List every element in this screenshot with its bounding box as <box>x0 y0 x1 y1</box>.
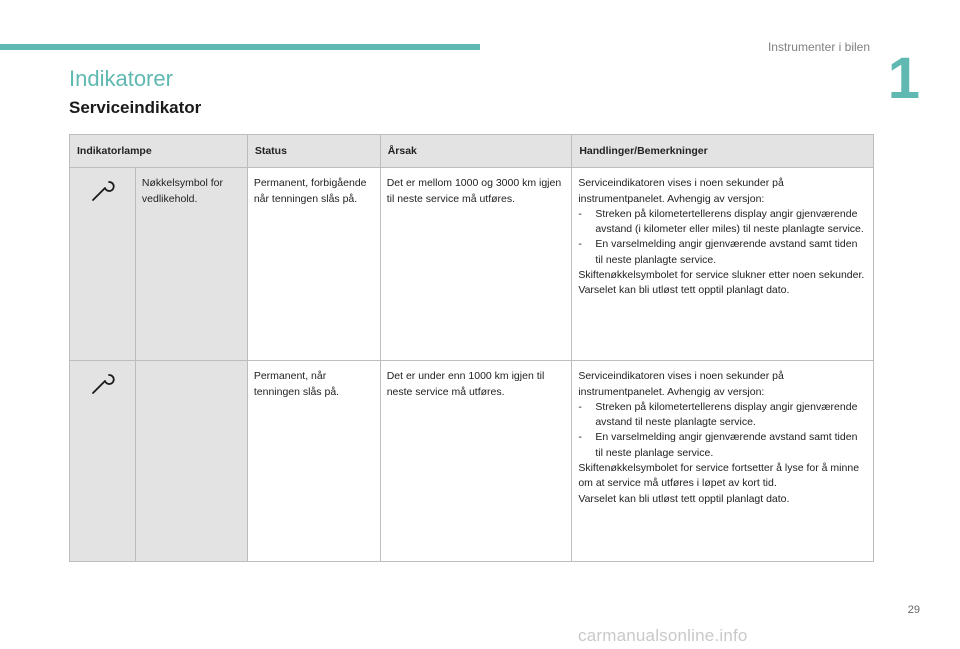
page-title: Indikatorer <box>69 66 173 91</box>
indicator-table <box>69 134 874 562</box>
actions-note: Varselet kan bli utløst tett opptil planlagt dato. <box>578 284 790 297</box>
actions-intro: Serviceindikatoren vises i noen sekunder på instrumentpanelet. Avhengig av versjon: <box>578 177 784 205</box>
bullet-marker: - <box>578 207 582 220</box>
column-header-actions: Handlinger/Bemerkninger <box>572 135 874 168</box>
watermark: carmanualsonline.info <box>578 626 748 645</box>
actions-note: Varselet kan bli utløst tett opptil planlagt dato. <box>578 492 790 505</box>
chapter-number: 1 <box>887 46 920 111</box>
indicator-lamp-cell <box>70 361 136 562</box>
status-cell: Permanent, når tenningen slås på. <box>247 361 380 562</box>
actions-cell <box>572 361 874 562</box>
bullet-marker: - <box>578 400 582 413</box>
list-item: - En varselmelding angir gjenværende avstand samt tiden til neste planlagte service. <box>578 238 858 266</box>
actions-note: Skiftenøkkelsymbolet for service slukner etter noen sekunder. <box>578 269 865 282</box>
column-header-status: Status <box>247 135 380 168</box>
column-header-cause: Årsak <box>380 135 572 168</box>
status-cell: Permanent, forbigående når tenningen slås på. <box>247 168 380 361</box>
table-header-row <box>70 135 874 168</box>
bullet-marker: - <box>578 431 582 444</box>
top-accent-bar <box>0 44 480 50</box>
page-number: 29 <box>907 604 920 616</box>
indicator-description: Nøkkelsymbol for vedlikehold. <box>135 168 247 361</box>
cause-cell: Det er under enn 1000 km igjen til neste service må utføres. <box>380 361 572 562</box>
cause-cell: Det er mellom 1000 og 3000 km igjen til neste service må utføres. <box>380 168 572 361</box>
list-item: - Streken på kilometertellerens display angir gjenværende avstand til neste planlagte service. <box>578 400 858 429</box>
bullet-marker: - <box>578 238 582 251</box>
indicator-description <box>135 361 247 562</box>
column-header-indicator: Indikatorlampe <box>70 135 248 168</box>
wrench-icon <box>89 371 115 397</box>
actions-cell <box>572 168 874 361</box>
wrench-icon <box>89 178 115 204</box>
actions-intro: Serviceindikatoren vises i noen sekunder på instrumentpanelet. Avhengig av versjon: <box>578 370 784 398</box>
indicator-lamp-cell <box>70 168 136 361</box>
table-row <box>70 168 874 361</box>
page-subtitle: Serviceindikator <box>69 98 202 117</box>
table-row <box>70 361 874 562</box>
section-name: Instrumenter i bilen <box>767 40 870 54</box>
list-item: - En varselmelding angir gjenværende avstand samt tiden til neste planlage service. <box>578 431 858 459</box>
actions-note: Skiftenøkkelsymbolet for service fortsetter å lyse for å minne om at service må utføres i løpet av kort tid. <box>578 462 860 490</box>
list-item: - Streken på kilometertellerens display angir gjenværende avstand (i kilometer eller miles) til neste planlagte service. <box>578 207 864 236</box>
